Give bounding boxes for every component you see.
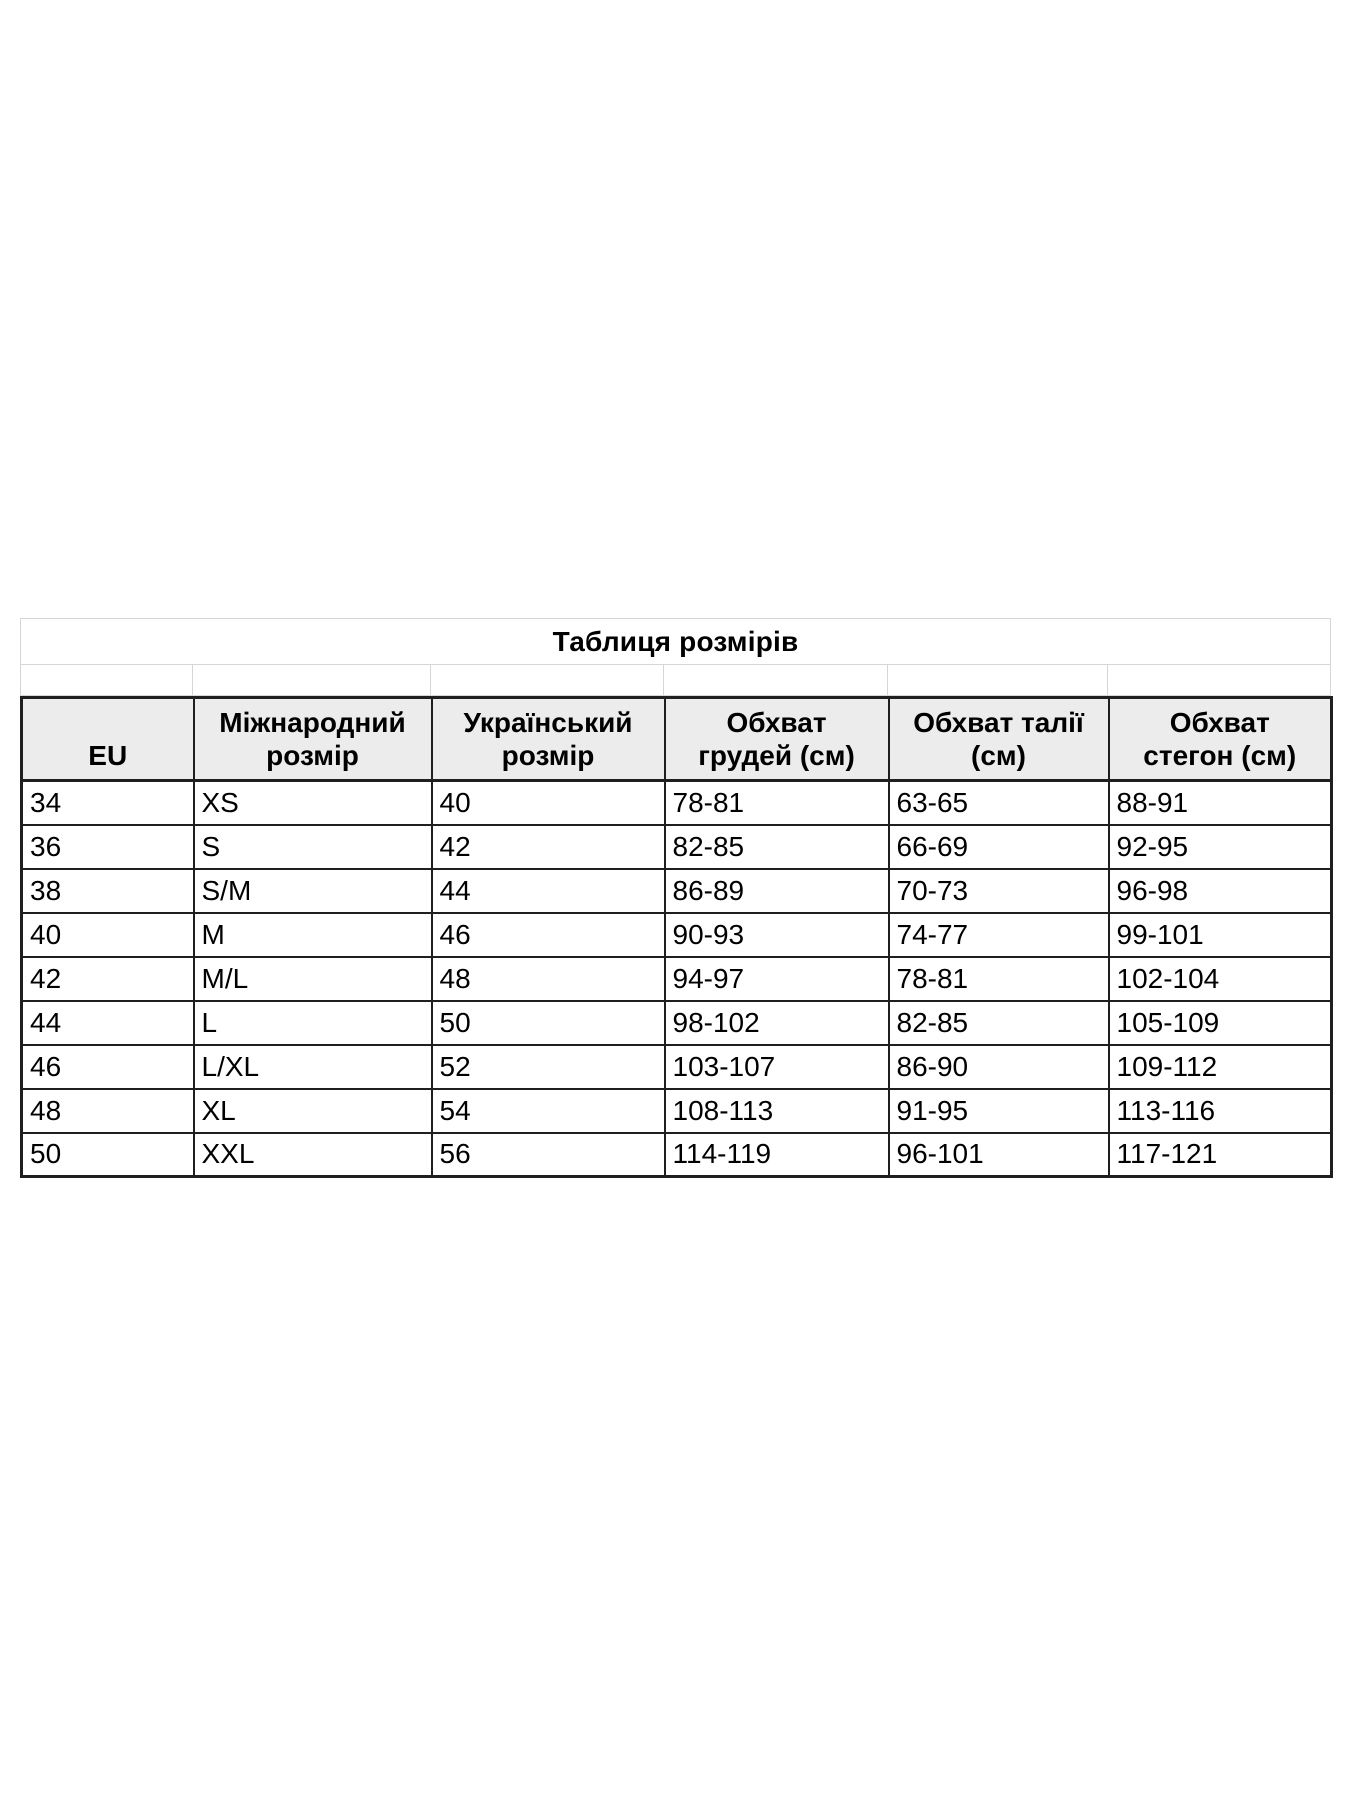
size-cell: 63-65 bbox=[889, 781, 1109, 825]
size-cell: 117-121 bbox=[1109, 1133, 1332, 1177]
header-line: розмір bbox=[501, 740, 595, 771]
size-cell: 48 bbox=[22, 1089, 194, 1133]
header-line: EU bbox=[88, 740, 128, 771]
size-row bbox=[22, 1089, 1332, 1133]
size-cell: 82-85 bbox=[665, 825, 889, 869]
column-header-international-size bbox=[194, 698, 432, 781]
size-cell: 40 bbox=[22, 913, 194, 957]
size-cell: 42 bbox=[22, 957, 194, 1001]
column-header-waist bbox=[889, 698, 1109, 781]
size-cell: 86-89 bbox=[665, 869, 889, 913]
size-cell: S bbox=[194, 825, 432, 869]
column-header-chest bbox=[665, 698, 889, 781]
size-cell: 56 bbox=[432, 1133, 665, 1177]
size-cell: 96-98 bbox=[1109, 869, 1332, 913]
spacer-cell bbox=[431, 665, 664, 696]
header-line: розмір bbox=[266, 740, 359, 771]
size-row bbox=[22, 869, 1332, 913]
header-line: грудей (см) bbox=[698, 740, 855, 771]
size-cell: M bbox=[194, 913, 432, 957]
header-line: Обхват талії bbox=[913, 707, 1084, 738]
spacer-cell bbox=[1108, 665, 1331, 696]
size-cell: 48 bbox=[432, 957, 665, 1001]
size-row bbox=[22, 1133, 1332, 1177]
size-cell: 113-116 bbox=[1109, 1089, 1332, 1133]
size-cell: 78-81 bbox=[665, 781, 889, 825]
size-cell: 46 bbox=[432, 913, 665, 957]
size-row bbox=[22, 1045, 1332, 1089]
size-cell: 46 bbox=[22, 1045, 194, 1089]
header-line: (см) bbox=[971, 740, 1026, 771]
size-chart bbox=[20, 618, 1330, 1178]
size-cell: XXL bbox=[194, 1133, 432, 1177]
header-line: Обхват bbox=[1169, 707, 1270, 738]
size-cell: 108-113 bbox=[665, 1089, 889, 1133]
size-row bbox=[22, 957, 1332, 1001]
spacer-row bbox=[21, 665, 1331, 696]
size-cell: 44 bbox=[432, 869, 665, 913]
size-cell: 90-93 bbox=[665, 913, 889, 957]
header-line: Міжнародний bbox=[219, 707, 406, 738]
header-row bbox=[22, 698, 1332, 781]
size-cell: 91-95 bbox=[889, 1089, 1109, 1133]
header-line: Український bbox=[463, 707, 633, 738]
size-cell: 50 bbox=[432, 1001, 665, 1045]
spacer-cell bbox=[888, 665, 1108, 696]
size-cell: 36 bbox=[22, 825, 194, 869]
table-title: Таблиця розмірів bbox=[21, 619, 1331, 665]
size-cell: M/L bbox=[194, 957, 432, 1001]
column-header-ukrainian-size bbox=[432, 698, 665, 781]
size-cell: 103-107 bbox=[665, 1045, 889, 1089]
spacer-cell bbox=[193, 665, 431, 696]
size-cell: 54 bbox=[432, 1089, 665, 1133]
size-cell: S/M bbox=[194, 869, 432, 913]
size-cell: 44 bbox=[22, 1001, 194, 1045]
size-cell: 42 bbox=[432, 825, 665, 869]
column-header-eu bbox=[22, 698, 194, 781]
spacer-cell bbox=[21, 665, 193, 696]
size-cell: 70-73 bbox=[889, 869, 1109, 913]
size-cell: 34 bbox=[22, 781, 194, 825]
size-cell: 99-101 bbox=[1109, 913, 1332, 957]
size-cell: 102-104 bbox=[1109, 957, 1332, 1001]
size-row bbox=[22, 825, 1332, 869]
size-cell: 92-95 bbox=[1109, 825, 1332, 869]
size-cell: XL bbox=[194, 1089, 432, 1133]
size-chart-title-grid bbox=[20, 618, 1331, 696]
size-cell: XS bbox=[194, 781, 432, 825]
size-cell: L/XL bbox=[194, 1045, 432, 1089]
size-cell: 94-97 bbox=[665, 957, 889, 1001]
size-row bbox=[22, 913, 1332, 957]
header-line: Обхват bbox=[726, 707, 827, 738]
size-row bbox=[22, 781, 1332, 825]
size-cell: 96-101 bbox=[889, 1133, 1109, 1177]
size-cell: 114-119 bbox=[665, 1133, 889, 1177]
size-cell: 74-77 bbox=[889, 913, 1109, 957]
size-cell: 40 bbox=[432, 781, 665, 825]
size-cell: 50 bbox=[22, 1133, 194, 1177]
size-cell: 82-85 bbox=[889, 1001, 1109, 1045]
size-cell: 109-112 bbox=[1109, 1045, 1332, 1089]
size-cell: 78-81 bbox=[889, 957, 1109, 1001]
size-cell: 98-102 bbox=[665, 1001, 889, 1045]
size-row bbox=[22, 1001, 1332, 1045]
size-cell: 88-91 bbox=[1109, 781, 1332, 825]
size-cell: 66-69 bbox=[889, 825, 1109, 869]
spacer-cell bbox=[664, 665, 888, 696]
size-cell: 52 bbox=[432, 1045, 665, 1089]
column-header-hips bbox=[1109, 698, 1332, 781]
size-cell: 105-109 bbox=[1109, 1001, 1332, 1045]
size-cell: 86-90 bbox=[889, 1045, 1109, 1089]
size-cell: 38 bbox=[22, 869, 194, 913]
size-cell: L bbox=[194, 1001, 432, 1045]
title-row bbox=[21, 619, 1331, 665]
header-line: стегон (см) bbox=[1143, 740, 1297, 771]
size-table bbox=[20, 696, 1333, 1178]
